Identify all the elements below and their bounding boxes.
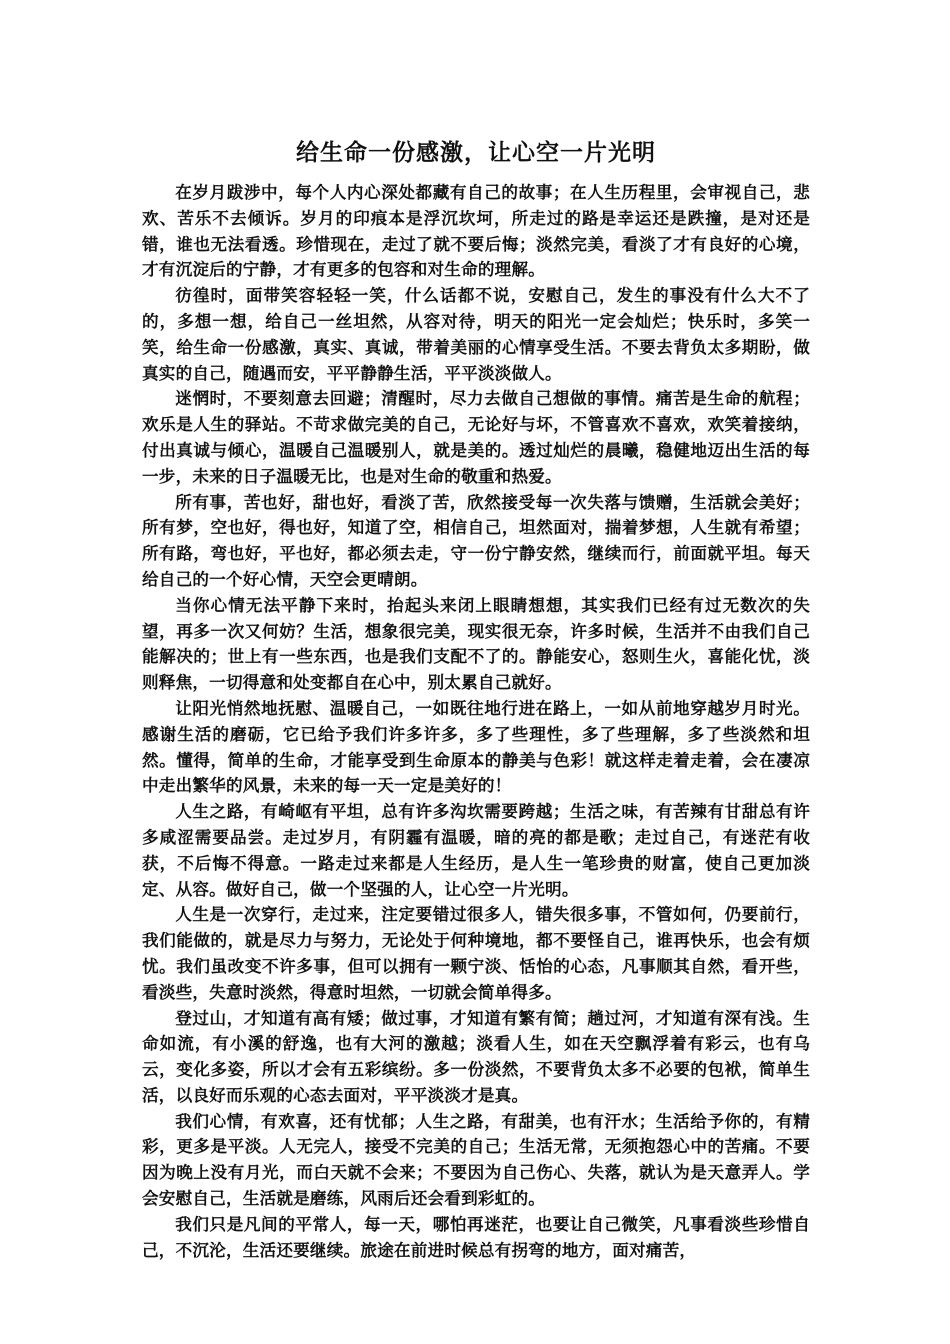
paragraph-5: 当你心情无法平静下来时，抬起头来闭上眼睛想想，其实我们已经有过无数次的失望，再多一次又何妨？生活，想象很完美，现实很无奈，许多时候，生活并不由我们自己能解决的；世上有一些东西，也是我们支配不了的。静能安心，怒则生火，喜能化忧，淡则释焦，一切得意和处变都自在心中，别太累自己就好。 [142, 594, 810, 693]
article-body [142, 180, 810, 1263]
article-title: 给生命一份感激，让心空一片光明 [296, 140, 656, 166]
paragraph-10: 我们心情，有欢喜，还有忧郁；人生之路，有甜美，也有汗水；生活给予你的，有精彩，更多是平淡。人无完人，接受不完美的自己；生活无常，无须抱怨心中的苦痛。不要因为晚上没有月光，而白天就不会来；不要因为自己伤心、失落，就认为是天意弄人。学会安慰自己，生活就是磨练，风雨后还会看到彩虹的。 [142, 1110, 810, 1209]
paragraph-3: 迷惘时，不要刻意去回避；清醒时，尽力去做自己想做的事情。痛苦是生命的航程；欢乐是人生的驿站。不苛求做完美的自己，无论好与坏，不管喜欢不喜欢，欢笑着接纳，付出真诚与倾心，温暖自己温暖别人，就是美的。透过灿烂的晨曦，稳健地迈出生活的每一步，未来的日子温暖无比，也是对生命的敬重和热爱。 [142, 388, 810, 486]
paragraph-11: 我们只是凡间的平常人，每一天，哪怕再迷茫，也要让自己微笑，凡事看淡些珍惜自己，不沉沦，生活还要继续。旅途在前进时候总有拐弯的地方，面对痛苦， [142, 1213, 810, 1260]
paragraph-8: 人生是一次穿行，走过来，注定要错过很多人，错失很多事，不管如何，仍要前行，我们能做的，就是尽力与努力，无论处于何种境地，都不要怪自己，谁再快乐，也会有烦忧。我们虽改变不许多事，但可以拥有一颗宁淡、恬怡的心态，凡事顺其自然，看开些，看淡些，失意时淡然，得意时坦然，一切就会简单得多。 [142, 904, 810, 1002]
paragraph-1: 在岁月跋涉中，每个人内心深处都藏有自己的故事；在人生历程里，会审视自己，悲欢、苦乐不去倾诉。岁月的印痕本是浮沉坎坷，所走过的路是幸运还是跌撞，是对还是错，谁也无法看透。珍惜现在，走过了就不要后悔；淡然完美，看淡了才有良好的心境，才有沉淀后的宁静，才有更多的包容和对生命的理解。 [142, 182, 810, 280]
paragraph-6: 让阳光悄然地抚慰、温暖自己，一如既往地行进在路上，一如从前地穿越岁月时光。感谢生活的磨砺，它已给予我们许多许多，多了些理性，多了些理解，多了些淡然和坦然。懂得，简单的生命，才能享受到生命原本的静美与色彩！就这样走着走着，会在凄凉中走出繁华的风景，未来的每一天一定是美好的！ [142, 697, 810, 796]
paragraph-9: 登过山，才知道有高有矮；做过事，才知道有繁有简；趟过河，才知道有深有浅。生命如流，有小溪的舒逸，也有大河的激越；淡看人生，如在天空飘浮着有彩云，也有乌云，变化多姿，所以才会有五彩缤纷。多一份淡然，不要背负太多不必要的包袱，简单生活，以良好而乐观的心态去面对，平平淡淡才是真。 [142, 1007, 810, 1105]
paragraph-7: 人生之路，有崎岖有平坦，总有许多沟坎需要跨越；生活之味，有苦辣有甘甜总有许多咸涩需要品尝。走过岁月，有阴霾有温暖，暗的亮的都是歌；走过自己，有迷茫有收获，不后悔不得意。一路走过来都是人生经历，是人生一笔珍贵的财富，使自己更加淡定、从容。做好自己，做一个坚强的人，让心空一片光明。 [142, 801, 810, 899]
paragraph-2: 彷徨时，面带笑容轻轻一笑，什么话都不说，安慰自己，发生的事没有什么大不了的，多想一想，给自己一丝坦然，从容对待，明天的阳光一定会灿烂；快乐时，多笑一笑，给生命一份感激，真实、真诚，带着美丽的心情享受生活。不要去背负太多期盼，做真实的自己，随遇而安，平平静静生活，平平淡淡做人。 [142, 285, 810, 383]
paragraph-4: 所有事，苦也好，甜也好，看淡了苦，欣然接受每一次失落与馈赠，生活就会美好；所有梦，空也好，得也好，知道了空，相信自己，坦然面对，揣着梦想，人生就有希望；所有路，弯也好，平也好，都必须去走，守一份宁静安然，继续而行，前面就平坦。每天给自己的一个好心情，天空会更晴朗。 [142, 491, 810, 589]
